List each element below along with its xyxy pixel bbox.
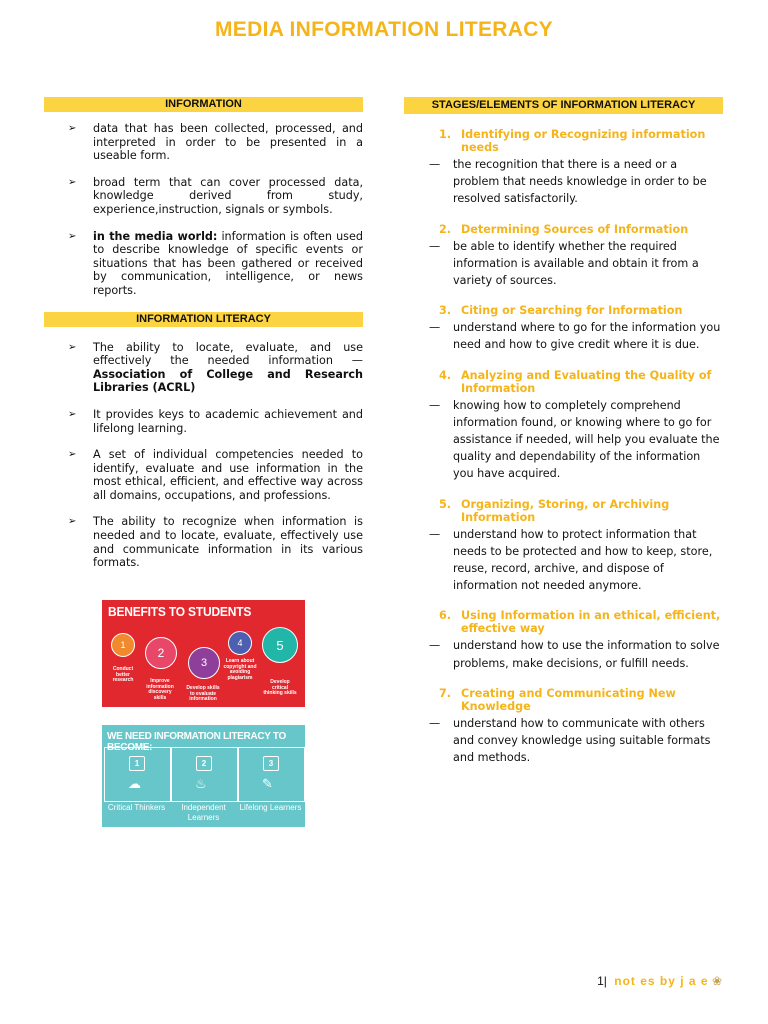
page-title: MEDIA INFORMATION LITERACY: [215, 18, 553, 41]
benefit-circle-3: 3: [188, 647, 220, 679]
page-number: 1|: [597, 974, 607, 988]
flower-icon: ❀: [711, 974, 722, 988]
arrow-bullet-icon: ➢: [68, 408, 77, 420]
list-item: ➢ data that has been collected, processed, and interpreted in order to be presented in a useable form.: [68, 122, 363, 163]
stages-heading: STAGES/ELEMENTS OF INFORMATION LITERACY: [404, 97, 723, 114]
left-column: [44, 97, 363, 570]
info-literacy-heading: INFORMATION LITERACY: [44, 312, 363, 327]
stage-title: 4. Analyzing and Evaluating the Quality of Information: [439, 368, 712, 395]
stage-title: 1. Identifying or Recognizing information needs: [439, 128, 706, 154]
need-cell-1: [104, 747, 171, 802]
need-cell-3: [238, 747, 305, 802]
brain-icon: ☁: [128, 777, 141, 792]
need-label-2: Independent Learners: [181, 803, 226, 822]
need-cell-2: [171, 747, 238, 802]
number-two-icon: 2: [196, 756, 212, 771]
information-heading: INFORMATION: [44, 97, 363, 112]
need-title: WE NEED INFORMATION LITERACY TO BECOME:: [107, 731, 287, 753]
stage-item-1: [404, 128, 723, 208]
benefits-to-students-image: [102, 600, 305, 707]
list-item: ➢ The ability to locate, evaluate, and use effectively the needed information — Association of College and Research Libraries (ACRL): [68, 340, 363, 395]
stage-title: 5. Organizing, Storing, or Archiving Information: [439, 497, 670, 524]
benefit-circle-4: 4: [228, 631, 252, 655]
benefit-circle-5: 5: [262, 627, 298, 663]
arrow-bullet-icon: ➢: [68, 516, 77, 528]
stage-item-5: [404, 498, 723, 595]
stage-description: — knowing how to completely comprehend information found, or knowing where to go for assistance if needed, will help you evaluate the quality and dependability of the information you have acquired.: [429, 398, 720, 481]
stage-title: 3. Citing or Searching for Information: [439, 304, 683, 318]
benefit-caption-4: Learn about copyright and avoiding plagiarism: [223, 658, 257, 681]
arrow-bullet-icon: ➢: [68, 449, 77, 461]
arrow-bullet-icon: ➢: [68, 341, 77, 353]
need-label-1: Critical Thinkers: [107, 803, 166, 812]
arrow-bullet-icon: ➢: [68, 230, 77, 242]
stage-description: — understand where to go for the information you need and how to give credit where it is due.: [429, 321, 721, 352]
notes-signature: not es by j a e: [614, 974, 709, 988]
right-column: [404, 97, 723, 766]
stage-title: 7. Creating and Communicating New Knowledge: [439, 686, 676, 713]
info-literacy-list: [44, 341, 363, 570]
stage-title: 6. Using Information in an ethical, efficient, effective way: [439, 609, 721, 636]
number-one-icon: 1: [129, 756, 145, 771]
information-list: [44, 122, 363, 298]
stage-title: 2. Determining Sources of Information: [439, 222, 689, 236]
stage-item-7: [404, 687, 723, 767]
benefits-title: BENEFITS TO STUDENTS: [108, 604, 252, 620]
list-item: ➢ broad term that can cover processed data, knowledge derived from study, experience,instruction, signals or symbols.: [68, 175, 363, 216]
benefit-circle-1: 1: [111, 633, 135, 657]
need-label-3: Lifelong Learners: [239, 803, 302, 812]
stage-description: — understand how to communicate with others and convey knowledge using suitable formats and methods.: [429, 716, 711, 765]
list-item: ➢ The ability to recognize when information is needed and to locate, evaluate, effectively use and communicate information in its various formats.: [68, 515, 363, 570]
stage-item-2: [404, 223, 723, 290]
stage-item-3: [404, 304, 723, 353]
stage-description: — the recognition that there is a need or a problem that needs knowledge in order to be resolved satisfactorily.: [429, 158, 707, 206]
stage-description: — understand how to use the information to solve problems, make decisions, or fulfill needs.: [429, 639, 720, 670]
stage-description: — be able to identify whether the required information is available and obtain it from a variety of sources.: [429, 239, 699, 288]
list-item: ➢ A set of individual competencies needed to identify, evaluate and use information in the most ethical, efficient, and effective way across all domains, occupations, and professions.: [68, 448, 363, 502]
stage-item-6: [404, 609, 723, 671]
benefit-caption-3: Develop skills to evaluate information: [186, 685, 220, 702]
list-item: ➢ It provides keys to academic achievement and lifelong learning.: [68, 407, 363, 435]
footer: [597, 974, 722, 988]
stage-item-4: [404, 369, 723, 483]
need-information-literacy-image: [102, 725, 305, 827]
arrow-bullet-icon: ➢: [68, 123, 77, 134]
stage-description: — understand how to protect information that needs to be protected and how to keep, store, reuse, record, archive, and dispose of information not needed anymore.: [429, 527, 713, 593]
arrow-bullet-icon: ➢: [68, 176, 77, 188]
diploma-icon: ✎: [262, 777, 273, 792]
benefit-caption-2: Improve information discovery skills: [146, 678, 174, 701]
benefit-caption-5: Develop critical thinking skills: [263, 679, 297, 696]
number-three-icon: 3: [263, 756, 279, 771]
benefit-caption-1: Conduct better research: [112, 666, 134, 683]
flame-icon: ♨: [195, 777, 207, 792]
list-item: ➢ in the media world: information is often used to describe knowledge of specific events or situations that has been gathered or received by communication, intelligence, or news reports.: [68, 229, 363, 297]
benefit-circle-2: 2: [145, 637, 177, 669]
